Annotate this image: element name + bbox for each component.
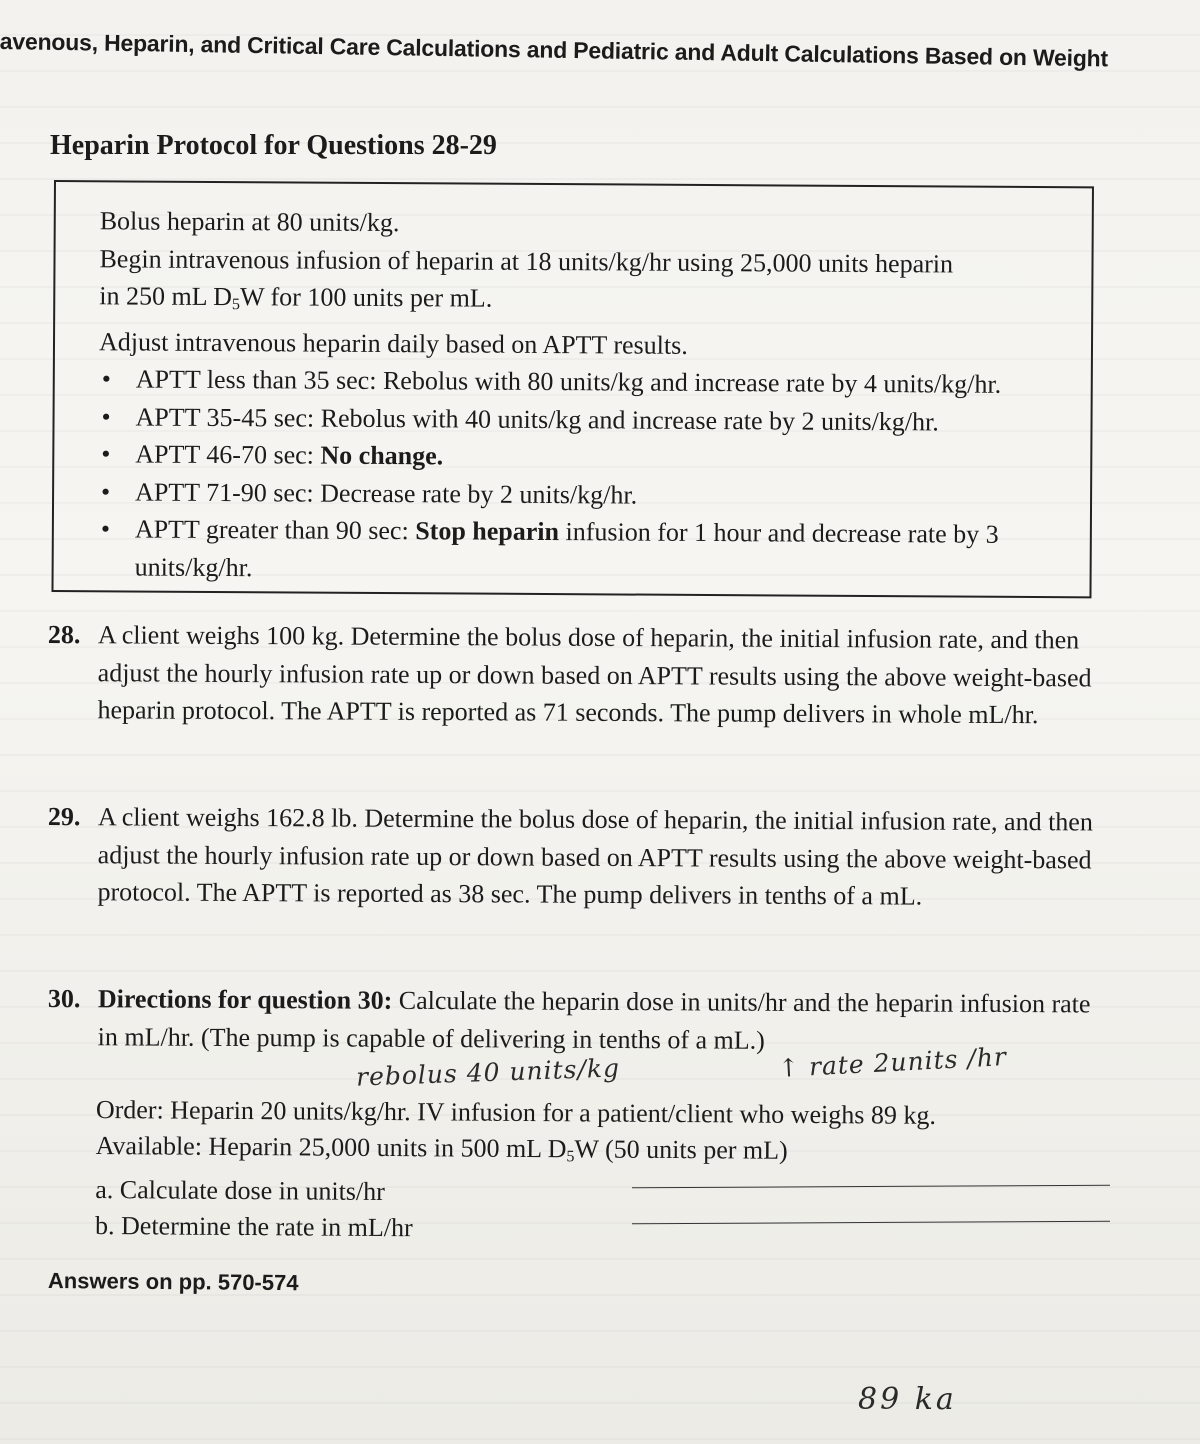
rule-text: APTT less than 35 sec: Rebolus with 80 units/kg and increase rate by 4 units/kg/hr. [135, 364, 1002, 399]
concentration-text: in 250 mL D [99, 281, 233, 312]
part-b-prompt: b. Determine the rate in mL/hr [94, 1211, 413, 1243]
bullet-icon: • [100, 514, 111, 544]
heparin-protocol-box [51, 180, 1093, 598]
available-text: Available: Heparin 25,000 units in 500 mL D [95, 1130, 567, 1164]
protocol-adjust-line: Adjust intravenous heparin daily based on APTT results. [98, 326, 688, 360]
available-line [95, 1128, 1115, 1179]
running-header: avenous, Heparin, and Critical Care Calculations and Pediatric and Adult Calculations Based on Weight [0, 28, 1109, 72]
question-number: 29. [47, 801, 81, 832]
aptt-rule-under-35 [99, 360, 1079, 403]
aptt-rule-35-45 [98, 398, 1078, 441]
question-29 [47, 798, 1110, 916]
question-text: A client weighs 100 kg. Determine the bolus dose of heparin, the initial infusion rate, and then adjust the hourly infusion rate up or down based on APTT results using the above weight-based heparin protocol. The APTT is reported as 71 seconds. The pump delivers in whole mL/hr. [97, 620, 1092, 730]
bullet-icon: • [101, 364, 111, 394]
rule-text: APTT 71-90 sec: Decrease rate by 2 units/kg/hr. [135, 477, 638, 510]
question-number: 28. [47, 619, 81, 650]
aptt-rule-71-90 [98, 473, 1078, 516]
rule-text: APTT 35-45 sec: Rebolus with 40 units/kg and increase rate by 2 units/kg/hr. [135, 402, 939, 436]
aptt-rule-over-90 [98, 510, 1095, 591]
order-line: Order: Heparin 20 units/kg/hr. IV infusion for a patient/client who weighs 89 kg. [95, 1094, 937, 1130]
dextrose-subscript: 5 [566, 1148, 575, 1166]
question-text: A client weighs 162.8 lb. Determine the bolus dose of heparin, the initial infusion rate, and then adjust the hourly infusion rate up or down based on APTT results using the above weight-based protocol. The APTT is reported as 38 sec. The pump delivers in tenths of a mL. [97, 802, 1093, 911]
directions-text: Calculate the heparin dose in units/hr and the heparin infusion rate in mL/hr. (The pump is capable of delivering in tenths of a mL.) [97, 985, 1091, 1055]
rule-text: APTT greater than 90 sec: [134, 514, 416, 546]
protocol-infusion-line: Begin intravenous infusion of heparin at 18 units/kg/hr using 25,000 units heparin [99, 243, 954, 278]
available-text-end: W (50 units per mL) [574, 1134, 788, 1165]
question-number: 30. [47, 983, 81, 1014]
question-30-order [95, 1092, 1116, 1251]
handwritten-note-rebolus: rebolus 40 units/kg [355, 1053, 621, 1092]
question-28 [47, 616, 1110, 734]
rule-emphasis: Stop heparin [415, 516, 560, 547]
bullet-icon: • [101, 476, 111, 506]
bullet-icon: • [101, 439, 111, 469]
rule-text: APTT 46-70 sec: [135, 439, 321, 470]
handwritten-note-weight: 89 ka [858, 1382, 957, 1417]
aptt-rule-46-70 [98, 435, 1078, 478]
aptt-rules-list [98, 360, 1079, 591]
protocol-bolus-line: Bolus heparin at 80 units/kg. [99, 206, 400, 238]
protocol-concentration-line [99, 277, 1079, 329]
protocol-content [98, 202, 1080, 591]
dextrose-subscript: 5 [231, 296, 240, 314]
rule-text-end: infusion for 1 hour and decrease rate by 3 units/kg/hr. [134, 517, 999, 582]
answers-reference: Answers on pp. 570-574 [47, 1268, 299, 1296]
handwritten-note-rate: ↑ rate 2units /hr [777, 1042, 1008, 1083]
part-a-prompt: a. Calculate dose in units/hr [95, 1175, 385, 1207]
protocol-title: Heparin Protocol for Questions 28-29 [50, 130, 497, 161]
concentration-text-end: W for 100 units per mL. [239, 282, 493, 313]
rule-emphasis: No change. [320, 440, 444, 471]
bullet-icon: • [101, 401, 111, 431]
directions-label: Directions for question 30: [97, 984, 393, 1015]
